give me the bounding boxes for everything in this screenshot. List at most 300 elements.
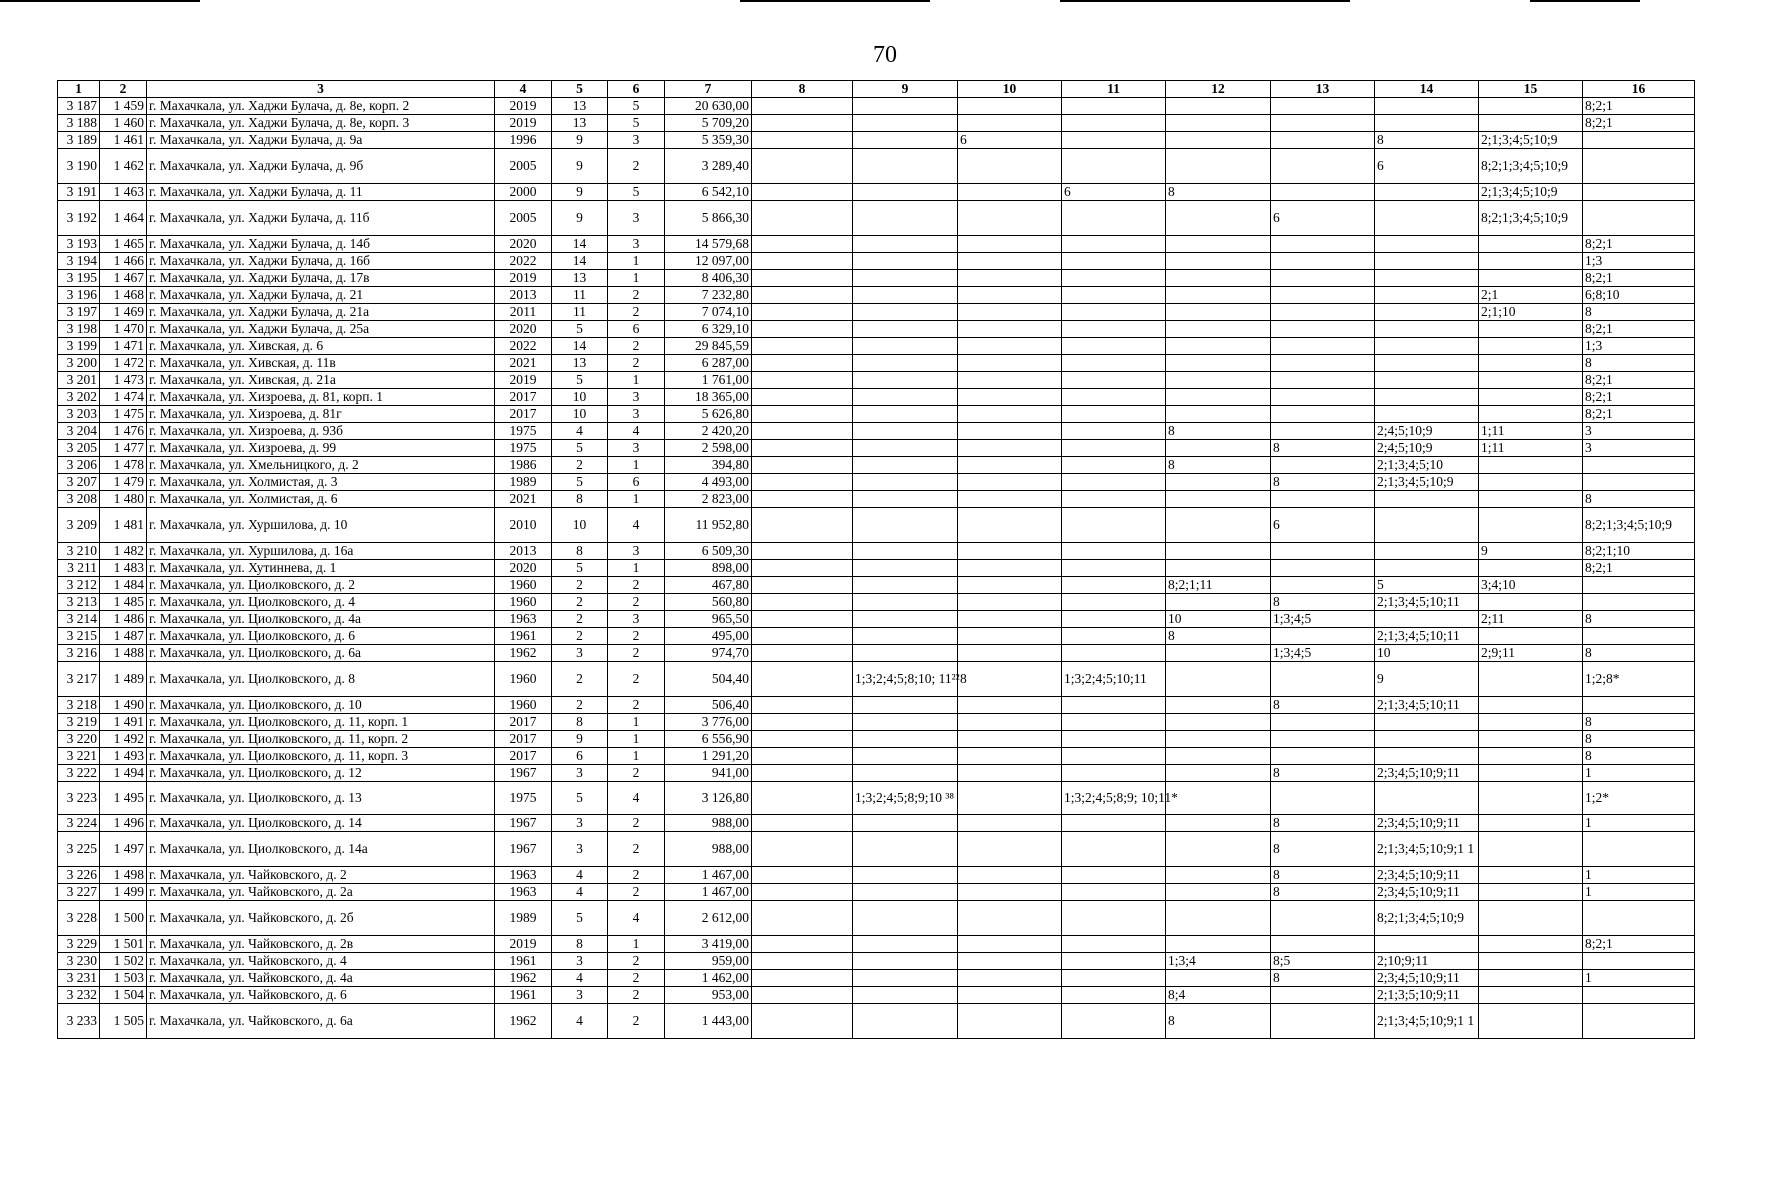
table-cell-col-4: 1960 [495, 662, 552, 697]
table-cell-col-15 [1479, 765, 1583, 782]
table-cell-col-13 [1271, 731, 1375, 748]
table-cell-col-15: 2;1 [1479, 287, 1583, 304]
table-cell-col-5: 5 [552, 321, 608, 338]
table-cell-col-8 [752, 901, 853, 936]
table-cell-col-4: 2000 [495, 184, 552, 201]
table-cell-col-3: г. Махачкала, ул. Циолковского, д. 8 [147, 662, 495, 697]
table-cell-col-8 [752, 338, 853, 355]
table-cell-col-3: г. Махачкала, ул. Хаджи Булача, д. 14б [147, 236, 495, 253]
table-cell-col-3: г. Махачкала, ул. Хуршилова, д. 16а [147, 543, 495, 560]
table-cell-col-16: 8;2;1 [1583, 270, 1695, 287]
table-cell-col-16: 8;2;1 [1583, 236, 1695, 253]
table-cell-col-12 [1166, 270, 1271, 287]
table-cell-col-7: 20 630,00 [665, 98, 752, 115]
table-cell-col-2: 1 484 [100, 577, 147, 594]
table-cell-col-1: 3 230 [58, 953, 100, 970]
table-cell-col-9 [853, 815, 958, 832]
table-cell-col-7: 898,00 [665, 560, 752, 577]
table-cell-col-4: 2019 [495, 372, 552, 389]
table-row [58, 338, 1695, 355]
table-row [58, 406, 1695, 423]
table-cell-col-8 [752, 884, 853, 901]
table-cell-col-16 [1583, 457, 1695, 474]
table-cell-col-14: 8 [1375, 132, 1479, 149]
table-cell-col-1: 3 204 [58, 423, 100, 440]
table-cell-col-4: 2005 [495, 201, 552, 236]
table-cell-col-1: 3 192 [58, 201, 100, 236]
table-cell-col-12 [1166, 714, 1271, 731]
table-cell-col-6: 2 [608, 304, 665, 321]
table-cell-col-6: 5 [608, 98, 665, 115]
table-cell-col-2: 1 469 [100, 304, 147, 321]
table-cell-col-15 [1479, 560, 1583, 577]
table-cell-col-15: 2;11 [1479, 611, 1583, 628]
table-cell-col-10 [958, 731, 1062, 748]
table-cell-col-15 [1479, 970, 1583, 987]
table-cell-col-14 [1375, 304, 1479, 321]
table-cell-col-14: 2;1;3;5;10;9;11 [1375, 987, 1479, 1004]
table-cell-col-3: г. Махачкала, ул. Хаджи Булача, д. 21 [147, 287, 495, 304]
top-edge-line [0, 0, 200, 2]
table-row [58, 645, 1695, 662]
table-cell-col-10 [958, 987, 1062, 1004]
table-cell-col-1: 3 206 [58, 457, 100, 474]
table-cell-col-9 [853, 321, 958, 338]
table-row [58, 389, 1695, 406]
table-cell-col-6: 1 [608, 936, 665, 953]
table-cell-col-10 [958, 491, 1062, 508]
table-cell-col-1: 3 216 [58, 645, 100, 662]
table-cell-col-3: г. Махачкала, ул. Чайковского, д. 2б [147, 901, 495, 936]
table-cell-col-9 [853, 338, 958, 355]
table-cell-col-16: 8 [1583, 304, 1695, 321]
table-cell-col-9 [853, 953, 958, 970]
table-cell-col-13 [1271, 321, 1375, 338]
table-cell-col-2: 1 496 [100, 815, 147, 832]
table-cell-col-13 [1271, 543, 1375, 560]
table-cell-col-1: 3 225 [58, 832, 100, 867]
table-cell-col-11 [1062, 304, 1166, 321]
column-header-8: 8 [752, 81, 853, 98]
table-cell-col-15 [1479, 936, 1583, 953]
table-cell-col-9 [853, 970, 958, 987]
table-cell-col-1: 3 231 [58, 970, 100, 987]
table-cell-col-3: г. Махачкала, ул. Хаджи Булача, д. 25а [147, 321, 495, 338]
table-cell-col-8 [752, 577, 853, 594]
table-cell-col-14 [1375, 98, 1479, 115]
table-cell-col-15 [1479, 662, 1583, 697]
table-cell-col-13 [1271, 338, 1375, 355]
table-row [58, 115, 1695, 132]
table-cell-col-8 [752, 611, 853, 628]
table-row [58, 474, 1695, 491]
table-row [58, 543, 1695, 560]
table-cell-col-14: 2;3;4;5;10;9;11 [1375, 884, 1479, 901]
table-cell-col-9 [853, 1004, 958, 1039]
table-body [58, 98, 1695, 1039]
table-cell-col-7: 12 097,00 [665, 253, 752, 270]
table-cell-col-3: г. Махачкала, ул. Циолковского, д. 6 [147, 628, 495, 645]
table-cell-col-6: 1 [608, 270, 665, 287]
table-cell-col-11 [1062, 355, 1166, 372]
table-cell-col-10 [958, 884, 1062, 901]
table-cell-col-11 [1062, 270, 1166, 287]
table-cell-col-5: 5 [552, 440, 608, 457]
table-cell-col-4: 1962 [495, 1004, 552, 1039]
table-cell-col-12: 8 [1166, 457, 1271, 474]
table-row [58, 236, 1695, 253]
table-cell-col-1: 3 222 [58, 765, 100, 782]
table-cell-col-11: 6 [1062, 184, 1166, 201]
table-cell-col-13: 8 [1271, 594, 1375, 611]
table-cell-col-1: 3 220 [58, 731, 100, 748]
table-cell-col-1: 3 211 [58, 560, 100, 577]
table-row [58, 491, 1695, 508]
table-row [58, 270, 1695, 287]
table-cell-col-12: 8 [1166, 184, 1271, 201]
table-cell-col-6: 2 [608, 645, 665, 662]
table-cell-col-7: 1 467,00 [665, 867, 752, 884]
table-cell-col-4: 1963 [495, 611, 552, 628]
table-cell-col-2: 1 493 [100, 748, 147, 765]
table-row [58, 287, 1695, 304]
table-cell-col-4: 2013 [495, 543, 552, 560]
table-cell-col-12 [1166, 731, 1271, 748]
table-cell-col-5: 8 [552, 543, 608, 560]
table-cell-col-6: 4 [608, 508, 665, 543]
table-cell-col-11 [1062, 628, 1166, 645]
table-cell-col-11 [1062, 731, 1166, 748]
table-cell-col-11 [1062, 321, 1166, 338]
table-cell-col-2: 1 471 [100, 338, 147, 355]
table-cell-col-4: 2017 [495, 406, 552, 423]
table-cell-col-9 [853, 594, 958, 611]
table-cell-col-10 [958, 697, 1062, 714]
table-cell-col-10 [958, 474, 1062, 491]
table-row [58, 355, 1695, 372]
table-cell-col-10 [958, 423, 1062, 440]
table-cell-col-1: 3 188 [58, 115, 100, 132]
table-cell-col-16: 8;2;1 [1583, 936, 1695, 953]
table-cell-col-1: 3 198 [58, 321, 100, 338]
table-cell-col-12 [1166, 560, 1271, 577]
table-row [58, 253, 1695, 270]
table-cell-col-7: 1 467,00 [665, 884, 752, 901]
table-cell-col-5: 9 [552, 149, 608, 184]
table-cell-col-4: 1975 [495, 782, 552, 815]
table-cell-col-11 [1062, 953, 1166, 970]
table-cell-col-7: 6 556,90 [665, 731, 752, 748]
table-row [58, 815, 1695, 832]
table-cell-col-14: 8;2;1;3;4;5;10;9 [1375, 901, 1479, 936]
table-cell-col-15 [1479, 987, 1583, 1004]
table-cell-col-12 [1166, 389, 1271, 406]
table-cell-col-5: 5 [552, 474, 608, 491]
table-cell-col-10 [958, 440, 1062, 457]
table-cell-col-12 [1166, 508, 1271, 543]
table-cell-col-8 [752, 406, 853, 423]
table-cell-col-3: г. Махачкала, ул. Циолковского, д. 12 [147, 765, 495, 782]
table-cell-col-4: 2022 [495, 253, 552, 270]
table-cell-col-14: 9 [1375, 662, 1479, 697]
table-cell-col-5: 2 [552, 611, 608, 628]
table-cell-col-13 [1271, 782, 1375, 815]
table-cell-col-1: 3 221 [58, 748, 100, 765]
table-cell-col-3: г. Махачкала, ул. Хаджи Булача, д. 9а [147, 132, 495, 149]
table-cell-col-1: 3 208 [58, 491, 100, 508]
table-cell-col-8 [752, 149, 853, 184]
table-cell-col-13 [1271, 132, 1375, 149]
table-cell-col-14 [1375, 748, 1479, 765]
table-cell-col-8 [752, 457, 853, 474]
table-cell-col-9: 1;3;2;4;5;8;10; 11²² [853, 662, 958, 697]
table-cell-col-9 [853, 132, 958, 149]
table-cell-col-16: 1 [1583, 884, 1695, 901]
table-cell-col-8 [752, 389, 853, 406]
table-cell-col-7: 6 509,30 [665, 543, 752, 560]
table-cell-col-7: 29 845,59 [665, 338, 752, 355]
table-row [58, 457, 1695, 474]
register-table [57, 80, 1695, 1039]
table-cell-col-11: 1;3;2;4;5;8;9; 10;11* [1062, 782, 1166, 815]
table-cell-col-7: 988,00 [665, 832, 752, 867]
table-cell-col-6: 6 [608, 321, 665, 338]
table-cell-col-5: 5 [552, 372, 608, 389]
table-cell-col-16: 1 [1583, 815, 1695, 832]
table-cell-col-3: г. Махачкала, ул. Хаджи Булача, д. 17в [147, 270, 495, 287]
table-cell-col-5: 4 [552, 884, 608, 901]
table-cell-col-8 [752, 270, 853, 287]
table-cell-col-9 [853, 355, 958, 372]
table-cell-col-2: 1 473 [100, 372, 147, 389]
table-cell-col-1: 3 218 [58, 697, 100, 714]
table-cell-col-16: 8;2;1;3;4;5;10;9 [1583, 508, 1695, 543]
column-header-16: 16 [1583, 81, 1695, 98]
table-cell-col-15 [1479, 236, 1583, 253]
table-cell-col-1: 3 190 [58, 149, 100, 184]
table-cell-col-13 [1271, 184, 1375, 201]
table-cell-col-2: 1 463 [100, 184, 147, 201]
table-cell-col-13 [1271, 491, 1375, 508]
table-cell-col-10 [958, 236, 1062, 253]
table-cell-col-1: 3 232 [58, 987, 100, 1004]
table-row [58, 508, 1695, 543]
table-cell-col-11 [1062, 440, 1166, 457]
table-cell-col-4: 1961 [495, 953, 552, 970]
table-cell-col-1: 3 219 [58, 714, 100, 731]
table-cell-col-2: 1 503 [100, 970, 147, 987]
table-cell-col-14 [1375, 611, 1479, 628]
table-cell-col-15: 1;11 [1479, 423, 1583, 440]
table-cell-col-4: 1986 [495, 457, 552, 474]
table-cell-col-15: 1;11 [1479, 440, 1583, 457]
table-cell-col-5: 9 [552, 201, 608, 236]
table-cell-col-4: 1962 [495, 645, 552, 662]
table-cell-col-5: 14 [552, 253, 608, 270]
table-cell-col-7: 953,00 [665, 987, 752, 1004]
table-cell-col-9 [853, 474, 958, 491]
table-row [58, 201, 1695, 236]
table-cell-col-13 [1271, 372, 1375, 389]
table-cell-col-5: 3 [552, 832, 608, 867]
table-cell-col-9 [853, 543, 958, 560]
table-cell-col-12 [1166, 815, 1271, 832]
table-cell-col-14 [1375, 270, 1479, 287]
table-cell-col-14: 2;4;5;10;9 [1375, 423, 1479, 440]
table-cell-col-15 [1479, 815, 1583, 832]
table-cell-col-5: 8 [552, 491, 608, 508]
table-cell-col-5: 3 [552, 765, 608, 782]
table-cell-col-1: 3 200 [58, 355, 100, 372]
table-cell-col-10 [958, 936, 1062, 953]
table-row [58, 1004, 1695, 1039]
table-cell-col-13: 8 [1271, 832, 1375, 867]
table-cell-col-7: 3 126,80 [665, 782, 752, 815]
table-cell-col-14 [1375, 287, 1479, 304]
table-cell-col-4: 1961 [495, 628, 552, 645]
table-cell-col-3: г. Махачкала, ул. Хизроева, д. 99 [147, 440, 495, 457]
table-cell-col-14: 2;1;3;4;5;10;9 [1375, 474, 1479, 491]
table-cell-col-4: 2020 [495, 236, 552, 253]
column-header-2: 2 [100, 81, 147, 98]
table-cell-col-7: 560,80 [665, 594, 752, 611]
table-row [58, 132, 1695, 149]
table-row [58, 372, 1695, 389]
table-cell-col-1: 3 196 [58, 287, 100, 304]
column-header-4: 4 [495, 81, 552, 98]
table-cell-col-5: 2 [552, 628, 608, 645]
table-cell-col-15 [1479, 491, 1583, 508]
table-row [58, 884, 1695, 901]
table-cell-col-13: 8 [1271, 765, 1375, 782]
table-cell-col-9 [853, 287, 958, 304]
table-cell-col-14: 2;3;4;5;10;9;11 [1375, 765, 1479, 782]
table-cell-col-11 [1062, 594, 1166, 611]
table-cell-col-11 [1062, 765, 1166, 782]
table-cell-col-15 [1479, 1004, 1583, 1039]
table-cell-col-13 [1271, 560, 1375, 577]
table-cell-col-16: 8;2;1 [1583, 560, 1695, 577]
table-cell-col-7: 6 329,10 [665, 321, 752, 338]
table-cell-col-15 [1479, 782, 1583, 815]
table-cell-col-6: 5 [608, 115, 665, 132]
table-row [58, 423, 1695, 440]
table-cell-col-15 [1479, 731, 1583, 748]
table-cell-col-16: 8;2;1 [1583, 98, 1695, 115]
table-cell-col-10 [958, 970, 1062, 987]
table-row [58, 304, 1695, 321]
table-cell-col-11 [1062, 748, 1166, 765]
table-cell-col-4: 1989 [495, 474, 552, 491]
table-cell-col-4: 1963 [495, 867, 552, 884]
table-cell-col-13 [1271, 406, 1375, 423]
table-cell-col-14: 10 [1375, 645, 1479, 662]
table-cell-col-12: 8;4 [1166, 987, 1271, 1004]
table-cell-col-7: 5 359,30 [665, 132, 752, 149]
table-cell-col-5: 2 [552, 457, 608, 474]
table-cell-col-12 [1166, 901, 1271, 936]
table-cell-col-14: 2;3;4;5;10;9;11 [1375, 867, 1479, 884]
table-cell-col-2: 1 481 [100, 508, 147, 543]
table-cell-col-4: 1961 [495, 987, 552, 1004]
table-cell-col-14 [1375, 731, 1479, 748]
table-cell-col-1: 3 209 [58, 508, 100, 543]
table-cell-col-7: 506,40 [665, 697, 752, 714]
table-cell-col-6: 1 [608, 560, 665, 577]
register-sheet [57, 80, 1695, 1039]
table-cell-col-16 [1583, 474, 1695, 491]
table-cell-col-4: 1963 [495, 884, 552, 901]
table-cell-col-6: 2 [608, 987, 665, 1004]
table-cell-col-5: 11 [552, 287, 608, 304]
table-cell-col-7: 394,80 [665, 457, 752, 474]
table-cell-col-4: 2017 [495, 389, 552, 406]
table-row [58, 987, 1695, 1004]
table-cell-col-9 [853, 149, 958, 184]
table-cell-col-14 [1375, 115, 1479, 132]
table-cell-col-13 [1271, 355, 1375, 372]
table-row [58, 628, 1695, 645]
table-cell-col-6: 2 [608, 355, 665, 372]
table-cell-col-16 [1583, 184, 1695, 201]
table-cell-col-16: 8;2;1 [1583, 372, 1695, 389]
table-cell-col-3: г. Махачкала, ул. Циолковского, д. 14 [147, 815, 495, 832]
table-cell-col-10 [958, 901, 1062, 936]
table-cell-col-5: 9 [552, 184, 608, 201]
table-cell-col-4: 2019 [495, 270, 552, 287]
table-cell-col-16: 8;2;1 [1583, 115, 1695, 132]
table-cell-col-8 [752, 1004, 853, 1039]
table-cell-col-2: 1 478 [100, 457, 147, 474]
page-number: 70 [873, 42, 897, 68]
table-cell-col-14: 2;3;4;5;10;9;11 [1375, 970, 1479, 987]
table-cell-col-11 [1062, 560, 1166, 577]
table-cell-col-5: 8 [552, 714, 608, 731]
table-cell-col-7: 2 598,00 [665, 440, 752, 457]
table-cell-col-14 [1375, 372, 1479, 389]
table-cell-col-5: 13 [552, 98, 608, 115]
top-edge-line [1530, 0, 1640, 2]
table-cell-col-3: г. Махачкала, ул. Хаджи Булача, д. 21а [147, 304, 495, 321]
column-header-7: 7 [665, 81, 752, 98]
table-cell-col-11 [1062, 287, 1166, 304]
column-number-row [58, 81, 1695, 98]
table-cell-col-4: 1967 [495, 765, 552, 782]
table-cell-col-9 [853, 697, 958, 714]
table-cell-col-9 [853, 560, 958, 577]
table-cell-col-5: 5 [552, 782, 608, 815]
column-header-10: 10 [958, 81, 1062, 98]
table-cell-col-6: 2 [608, 662, 665, 697]
table-row [58, 867, 1695, 884]
table-cell-col-13: 6 [1271, 201, 1375, 236]
table-cell-col-11 [1062, 389, 1166, 406]
table-cell-col-1: 3 228 [58, 901, 100, 936]
table-cell-col-8 [752, 867, 853, 884]
table-cell-col-10 [958, 953, 1062, 970]
table-cell-col-14 [1375, 201, 1479, 236]
table-cell-col-6: 1 [608, 457, 665, 474]
table-cell-col-16: 8 [1583, 645, 1695, 662]
table-row [58, 731, 1695, 748]
table-cell-col-11 [1062, 697, 1166, 714]
table-cell-col-13 [1271, 304, 1375, 321]
table-cell-col-15 [1479, 953, 1583, 970]
table-cell-col-1: 3 215 [58, 628, 100, 645]
table-cell-col-2: 1 502 [100, 953, 147, 970]
table-cell-col-11 [1062, 1004, 1166, 1039]
table-cell-col-13 [1271, 1004, 1375, 1039]
